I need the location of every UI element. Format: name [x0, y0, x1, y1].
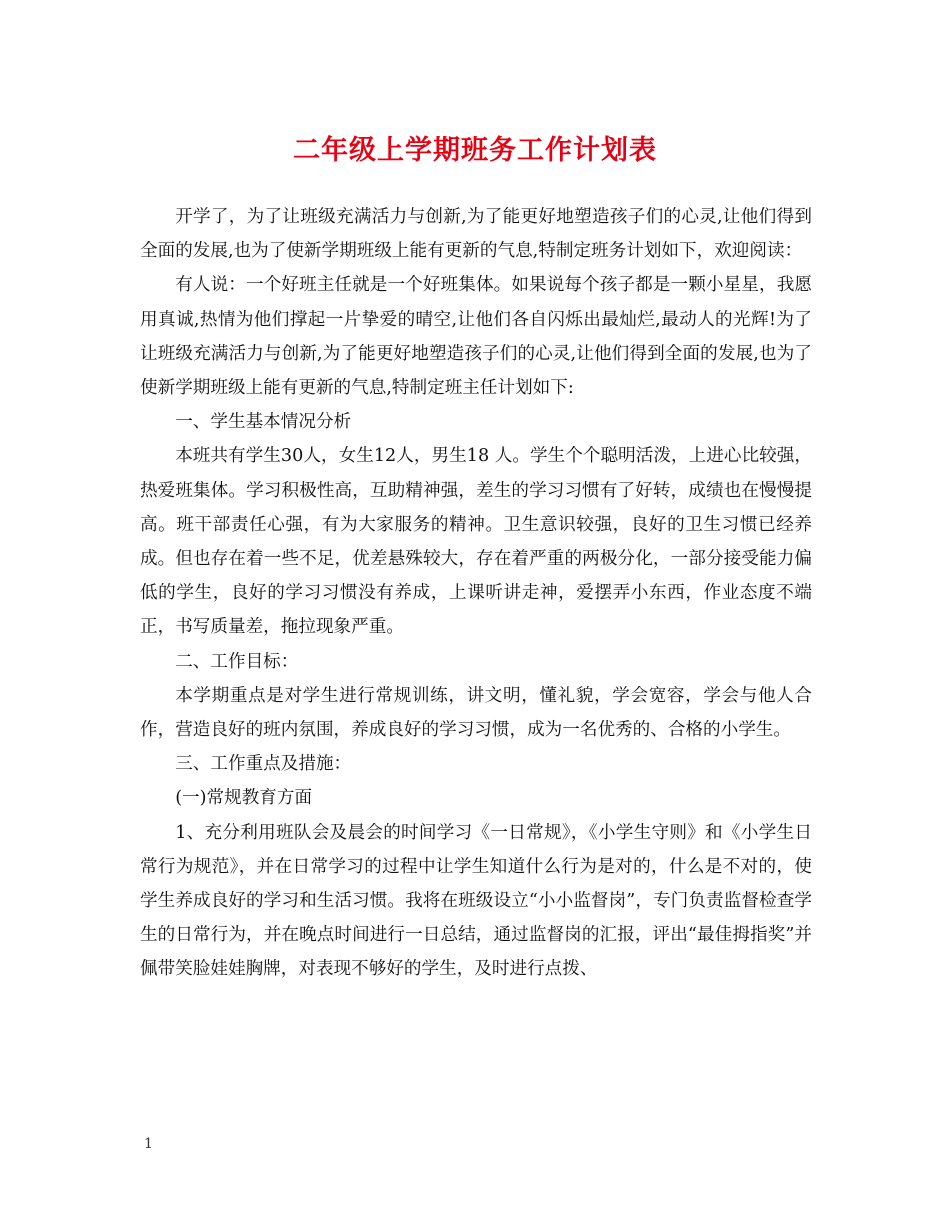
document-title: 二年级上学期班务工作计划表 [293, 135, 657, 166]
document-body [140, 200, 812, 987]
section-heading-student-analysis: 一、学生基本情况分析 [175, 412, 352, 433]
page-number: 1 [144, 1136, 153, 1152]
intro-paragraph: 开学了，为了让班级充满活力与创新,为了能更好地塑造孩子们的心灵,让他们得到全面的发展,也为了使新学期班级上能有更新的气息,特制定班务计划如下，欢迎阅读： [140, 207, 812, 262]
routine-education-item-1: 1、充分利用班队会及晨会的时间学习《一日常规》，《小学生守则》和《小学生日常行为规范》，并在日常学习的过程中让学生知道什么行为是对的，什么是不对的，使学生养成良好的学习和生活习惯。我将在班级设立“小小监督岗”，专门负责监督检查学生的日常行为，并在晚点时间进行一日总结，通过监督岗的汇报，评出“最佳拇指奖”并佩带笑脸娃娃胸牌，对表现不够好的学生，及时进行点拨、 [140, 822, 812, 980]
student-analysis-paragraph: 本班共有学生30人，女生12人，男生18 人。学生个个聪明活泼，上进心比较强，热爱班集体。学习积极性高，互助精神强，差生的学习习惯有了好转，成绩也在慢慢提高。班干部责任心强，有为大家服务的精神。卫生意识较强，良好的卫生习惯已经养成。但也存在着一些不足，优差悬殊较大，存在着严重的两极分化，一部分接受能力偏低的学生，良好的学习习惯没有养成，上课听讲走神，爱摆弄小东西，作业态度不端正，书写质量差，拖拉现象严重。 [140, 446, 812, 638]
section-heading-work-goals: 二、工作目标： [175, 651, 299, 672]
teacher-statement-paragraph: 有人说：一个好班主任就是一个好班集体。如果说每个孩子都是一颗小星星，我愿用真诚,热情为他们撑起一片挚爱的晴空,让他们各自闪烁出最灿烂,最动人的光辉!为了让班级充满活力与创新,为了能更好地塑造孩子们的心灵,让他们得到全面的发展,也为了使新学期班级上能有更新的气息,特制定班主任计划如下: [140, 275, 812, 399]
subsection-heading-routine-education: (一)常规教育方面 [175, 788, 313, 809]
section-heading-key-measures: 三、工作重点及措施： [175, 754, 352, 775]
work-goals-paragraph: 本学期重点是对学生进行常规训练，讲文明，懂礼貌，学会宽容，学会与他人合作，营造良好的班内氛围，养成良好的学习习惯，成为一名优秀的、合格的小学生。 [140, 685, 812, 741]
